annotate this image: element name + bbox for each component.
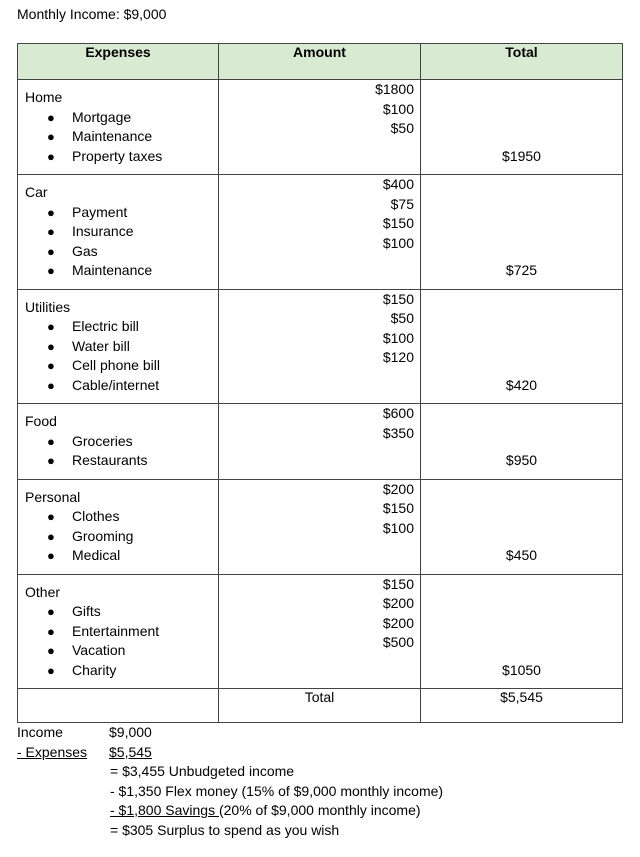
category-row: [18, 289, 623, 404]
summary-expenses-label: - Expenses: [17, 743, 88, 760]
list-item: [18, 242, 218, 262]
category-expenses-cell: [18, 404, 219, 480]
category-name: Food: [25, 413, 57, 429]
expense-item-amount: $75: [390, 195, 414, 212]
table-header-row: [18, 44, 623, 80]
grand-total-empty-cell: [18, 689, 219, 723]
grand-total-label: Total: [219, 689, 421, 723]
summary-unbudgeted-row: [17, 762, 617, 782]
category-rows: [18, 80, 623, 689]
budget-summary: [17, 723, 617, 840]
expense-item-label: Insurance: [72, 223, 134, 239]
expense-item-label: Groceries: [72, 432, 133, 449]
expense-item-label: Cell phone bill: [72, 357, 160, 373]
list-item: [18, 622, 218, 642]
expense-item-label: Medical: [72, 547, 121, 563]
bullet-icon: ●: [47, 548, 55, 563]
category-row: [18, 80, 623, 175]
expense-item-label: Cable/internet: [72, 376, 160, 393]
summary-savings-line: [110, 801, 421, 821]
list-item: [18, 147, 218, 167]
summary-savings-underlined: - $1,800 Savings: [110, 802, 219, 818]
category-amount-cell: [219, 289, 421, 404]
list-item: [18, 127, 218, 147]
list-item: [18, 527, 218, 547]
summary-flex-line: - $1,350 Flex money (15% of $9,000 monthly income): [110, 782, 444, 799]
bullet-icon: ●: [47, 433, 55, 449]
category-expenses-cell: [18, 175, 219, 290]
category-expenses-cell: [18, 289, 219, 404]
category-name: Home: [25, 89, 63, 105]
category-total: $725: [505, 262, 538, 278]
category-total-cell: [421, 80, 623, 175]
list-item: [18, 261, 218, 281]
bullet-icon: ●: [47, 623, 55, 639]
summary-income-label: Income: [17, 724, 63, 740]
grand-total-row: [18, 689, 623, 723]
expense-item-label: Gas: [72, 242, 98, 259]
list-item: [18, 356, 218, 376]
bullet-icon: ●: [47, 204, 55, 220]
category-total-cell: [421, 404, 623, 480]
summary-savings-rest: (20% of $9,000 monthly income): [218, 802, 421, 818]
bullet-icon: ●: [47, 509, 55, 524]
category-name: Personal: [25, 488, 81, 505]
expense-item-list: [18, 317, 218, 403]
header-total: Total: [421, 44, 623, 80]
category-row: [18, 574, 623, 689]
expense-item-label: Entertainment: [72, 622, 160, 639]
expense-item-amount: $100: [382, 519, 414, 536]
list-item: [18, 451, 218, 471]
expense-item-label: Water bill: [72, 337, 130, 354]
expense-item-amount: $600: [382, 405, 414, 421]
bullet-icon: ●: [47, 358, 55, 373]
bullet-icon: ●: [47, 129, 55, 144]
expense-item-amount: $100: [382, 100, 414, 117]
category-total-cell: [421, 289, 623, 404]
expense-item-list: [18, 507, 218, 574]
bullet-icon: ●: [47, 263, 55, 278]
expense-item-amount: $150: [382, 290, 414, 307]
expense-item-amount: $50: [390, 120, 414, 136]
expense-item-amount: $150: [382, 500, 414, 516]
category-row: [18, 479, 623, 574]
bullet-icon: ●: [47, 528, 55, 544]
bullet-icon: ●: [47, 319, 55, 334]
list-item: [18, 317, 218, 337]
category-row: [18, 404, 623, 480]
expense-item-amount: $400: [382, 176, 414, 192]
list-item: [18, 432, 218, 452]
summary-savings-row: [17, 801, 617, 821]
expense-item-label: Charity: [72, 661, 117, 678]
expense-item-label: Clothes: [72, 508, 120, 524]
category-name: Utilities: [25, 298, 71, 315]
grand-total-value: $5,545: [421, 689, 623, 723]
expense-item-label: Vacation: [72, 642, 126, 658]
category-total: $1950: [502, 147, 541, 164]
category-total: $420: [505, 376, 538, 393]
expense-item-amount: $200: [382, 595, 414, 611]
expense-item-label: Grooming: [72, 527, 134, 544]
expense-item-amount: $150: [382, 575, 414, 592]
expense-item-list: [18, 108, 218, 175]
expense-item-amount: $350: [382, 424, 414, 441]
expense-item-amount: $50: [390, 310, 414, 326]
list-item: [18, 507, 218, 527]
category-expenses-cell: [18, 479, 219, 574]
summary-income-row: [17, 723, 617, 743]
header-amount: Amount: [219, 44, 421, 80]
bullet-icon: ●: [47, 224, 55, 239]
header-expenses: Expenses: [18, 44, 219, 80]
summary-unbudgeted-line: = $3,455 Unbudgeted income: [110, 763, 295, 779]
bullet-icon: ●: [47, 148, 55, 164]
expense-item-label: Electric bill: [72, 318, 139, 334]
expenses-table: [17, 43, 623, 723]
bullet-icon: ●: [47, 109, 55, 125]
expense-item-amount: $150: [382, 215, 414, 231]
list-item: [18, 376, 218, 396]
expense-item-list: [18, 432, 218, 479]
expense-item-amount: $120: [382, 349, 414, 365]
list-item: [18, 661, 218, 681]
category-expenses-cell: [18, 574, 219, 689]
summary-expenses-value: $5,545: [109, 743, 152, 760]
summary-flex-row: [17, 782, 617, 802]
expense-item-list: [18, 602, 218, 688]
category-expenses-cell: [18, 80, 219, 175]
category-name: Car: [25, 184, 48, 200]
category-amount-cell: [219, 404, 421, 480]
category-amount-cell: [219, 80, 421, 175]
summary-surplus-row: [17, 821, 617, 841]
expense-item-amount: $500: [382, 634, 414, 650]
list-item: [18, 108, 218, 128]
monthly-income-line: Monthly Income: $9,000: [17, 6, 167, 22]
expense-item-amount: $1800: [375, 81, 414, 97]
expense-item-label: Mortgage: [72, 108, 132, 125]
category-total: $1050: [502, 661, 541, 678]
category-total: $950: [505, 452, 538, 468]
bullet-icon: ●: [47, 604, 55, 619]
category-row: [18, 175, 623, 290]
list-item: [18, 602, 218, 622]
list-item: [18, 203, 218, 223]
expense-item-list: [18, 203, 218, 289]
bullet-icon: ●: [47, 243, 55, 259]
list-item: [18, 337, 218, 357]
category-amount-cell: [219, 574, 421, 689]
summary-surplus-line: = $305 Surplus to spend as you wish: [110, 821, 340, 838]
category-name: Other: [25, 583, 61, 600]
bullet-icon: ●: [47, 643, 55, 658]
list-item: [18, 641, 218, 661]
summary-expenses-row: [17, 743, 617, 763]
category-amount-cell: [219, 175, 421, 290]
expense-item-label: Gifts: [72, 603, 101, 619]
summary-income-value: $9,000: [109, 724, 152, 740]
expense-item-amount: $200: [382, 614, 414, 631]
list-item: [18, 222, 218, 242]
expense-item-label: Payment: [72, 203, 128, 220]
category-amount-cell: [219, 479, 421, 574]
expense-item-label: Maintenance: [72, 262, 153, 278]
category-total: $450: [505, 547, 538, 563]
category-total-cell: [421, 479, 623, 574]
list-item: [18, 546, 218, 566]
expense-item-amount: $100: [382, 234, 414, 251]
expense-item-label: Property taxes: [72, 147, 163, 164]
category-total-cell: [421, 175, 623, 290]
bullet-icon: ●: [47, 338, 55, 354]
category-total-cell: [421, 574, 623, 689]
expense-item-amount: $200: [382, 480, 414, 497]
expense-item-amount: $100: [382, 329, 414, 346]
bullet-icon: ●: [47, 662, 55, 678]
bullet-icon: ●: [47, 377, 55, 393]
bullet-icon: ●: [47, 453, 55, 468]
expense-item-label: Restaurants: [72, 452, 148, 468]
expense-item-label: Maintenance: [72, 128, 153, 144]
